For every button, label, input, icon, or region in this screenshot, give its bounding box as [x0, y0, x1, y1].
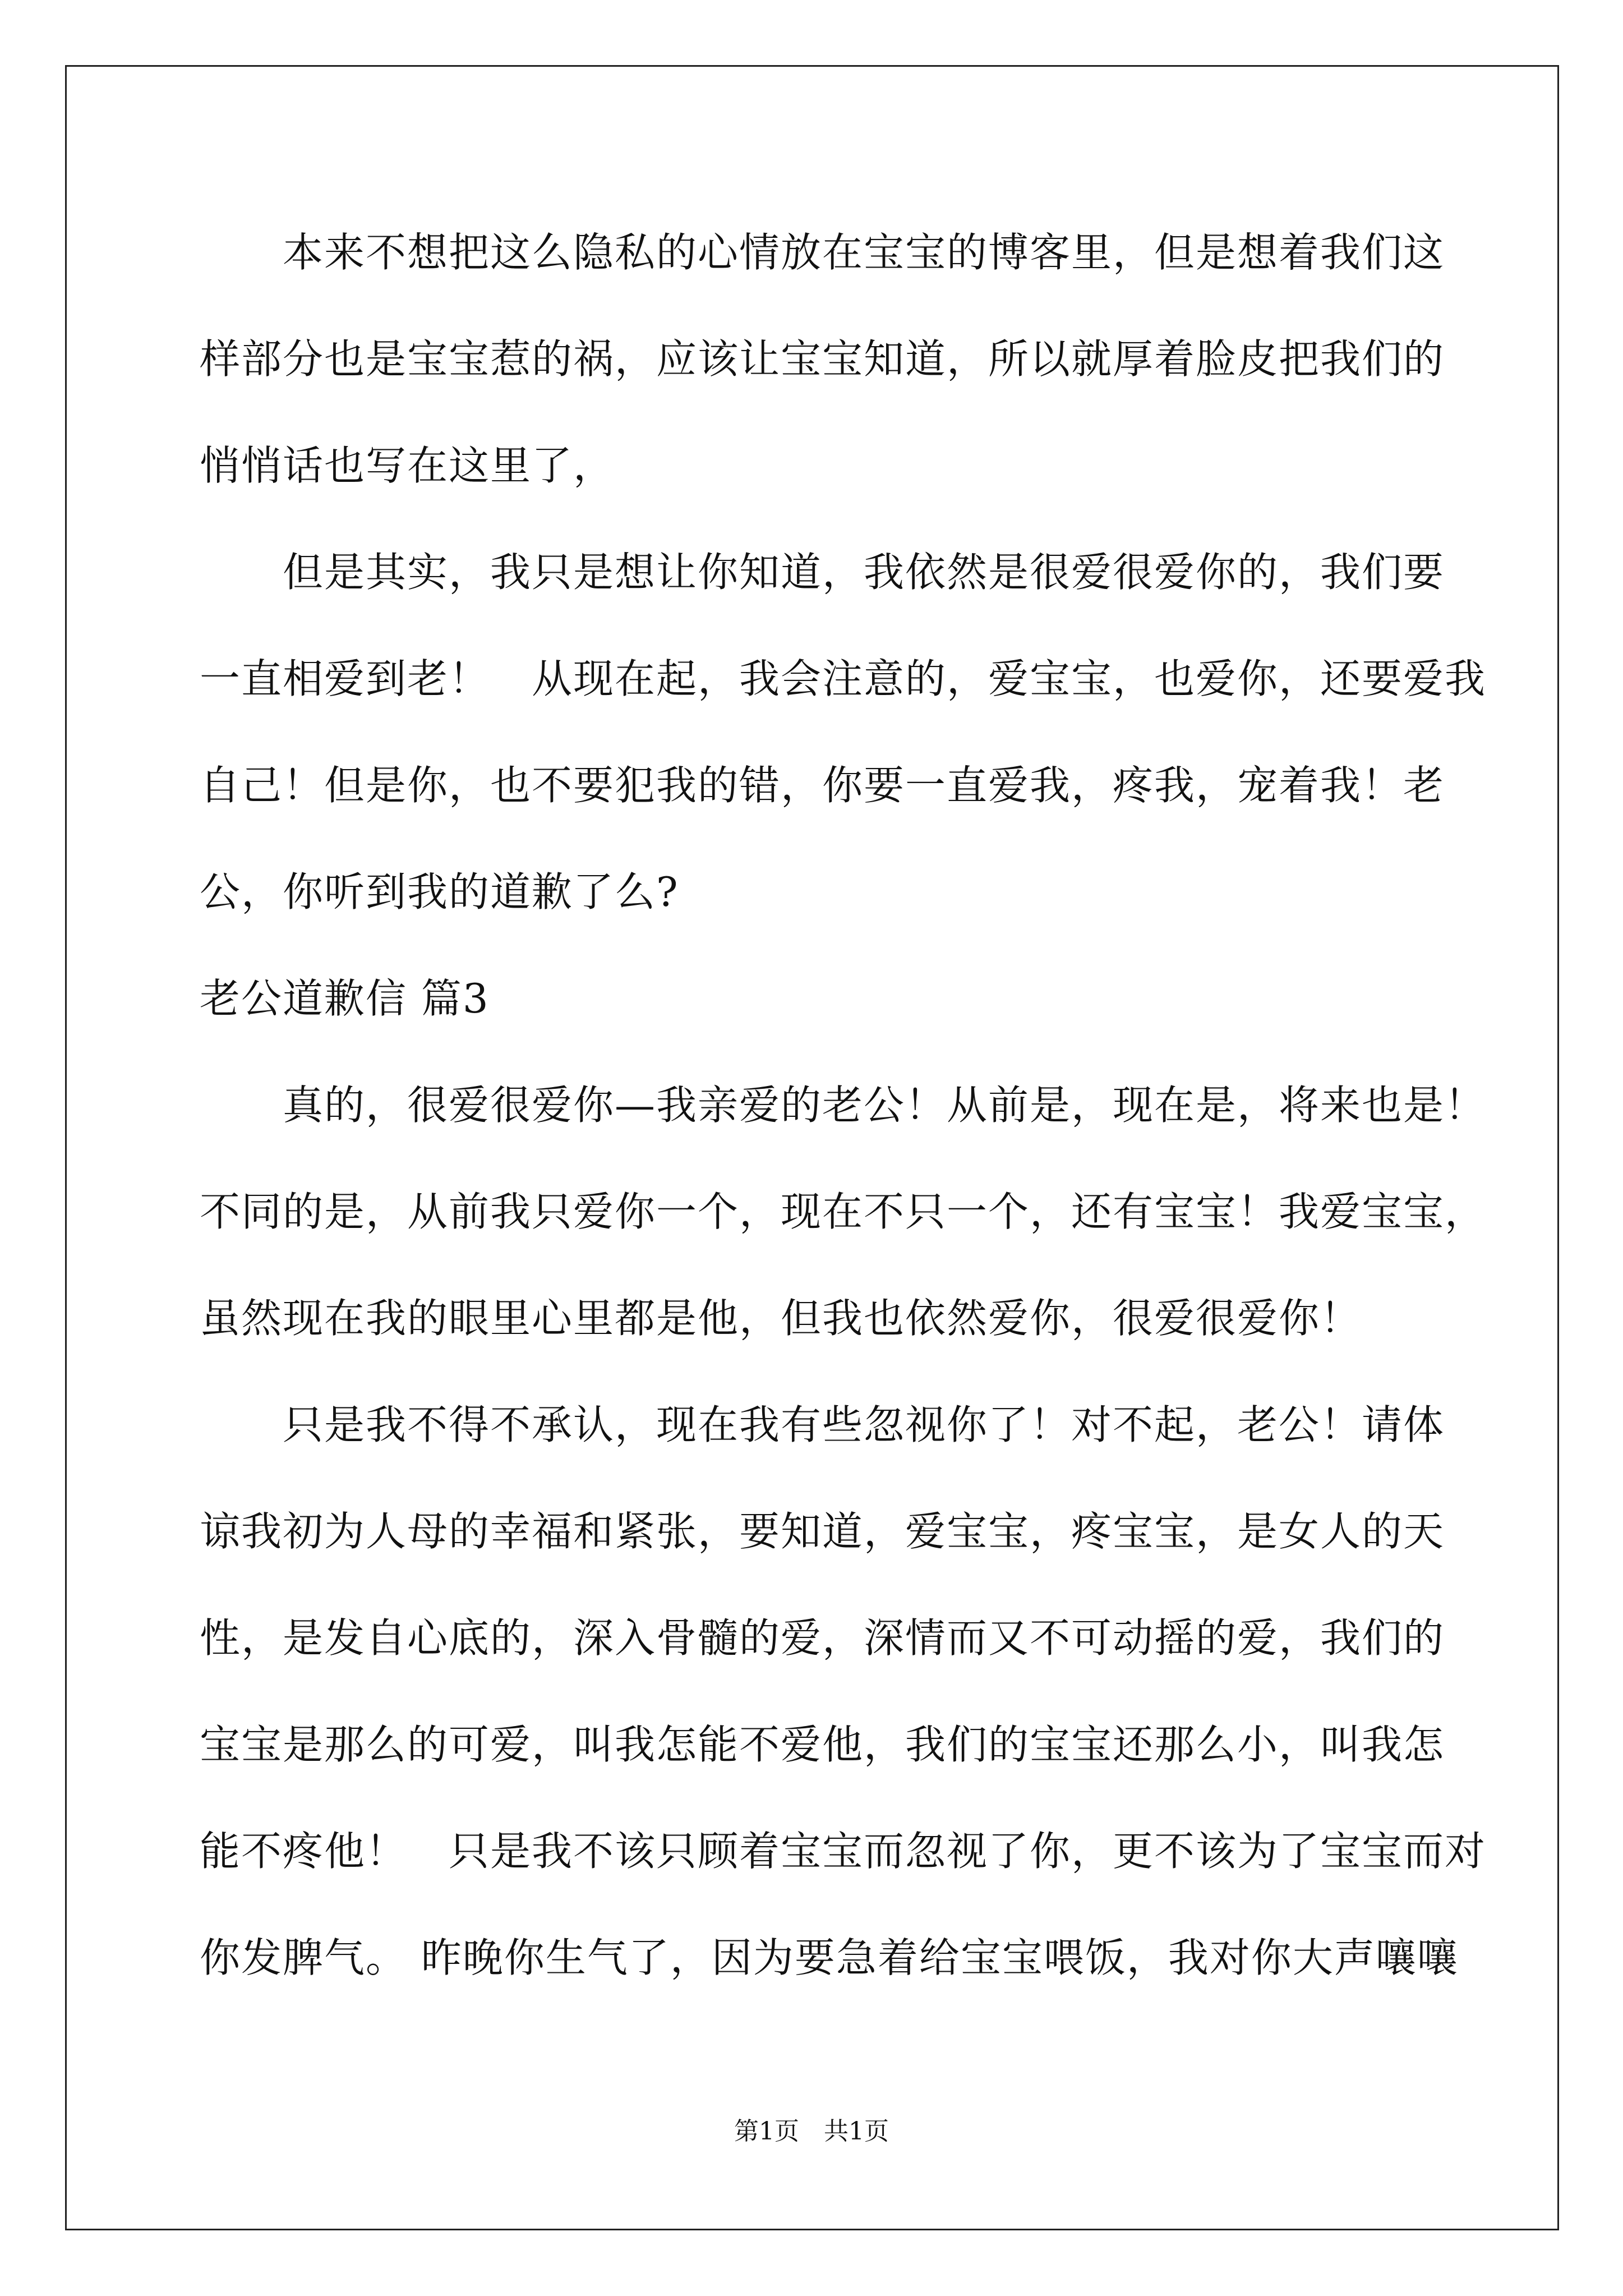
text-line: 宝宝是那么的可爱，叫我怎能不爱他，我们的宝宝还那么小，叫我怎 [200, 1721, 1445, 1768]
page-number-footer: 第1页 共1页 [734, 2117, 889, 2146]
text-line: 能不疼他！ 只是我不该只顾着宝宝而忽视了你，更不该为了宝宝而对 [200, 1828, 1487, 1875]
text-line: 虽然现在我的眼里心里都是他，但我也依然爱你，很爱很爱你！ [200, 1295, 1362, 1342]
section-heading: 老公道歉信 篇3 [200, 975, 490, 1022]
text-line: 但是其实，我只是想让你知道，我依然是很爱很爱你的，我们要 [200, 549, 1445, 596]
text-line: 不同的是，从前我只爱你一个，现在不只一个，还有宝宝！我爱宝宝， [200, 1188, 1487, 1235]
text-line: 自己！但是你，也不要犯我的错，你要一直爱我，疼我，宠着我！老 [200, 762, 1445, 809]
text-line: 你发脾气。 昨晚你生气了，因为要急着给宝宝喂饭，我对你大声嚷嚷 [200, 1934, 1459, 1981]
text-line: 公，你听到我的道歉了么? [200, 868, 679, 915]
text-line: 本来不想把这么隐私的心情放在宝宝的博客里，但是想着我们这 [200, 229, 1445, 276]
text-line: 样部分也是宝宝惹的祸，应该让宝宝知道，所以就厚着脸皮把我们的 [200, 335, 1445, 383]
text-line: 性，是发自心底的，深入骨髓的爱，深情而又不可动摇的爱，我们的 [200, 1614, 1445, 1662]
text-line: 只是我不得不承认，现在我有些忽视你了！对不起，老公！请体 [200, 1401, 1445, 1448]
text-line: 悄悄话也写在这里了， [200, 442, 615, 489]
text-line: 谅我初为人母的幸福和紧张，要知道，爱宝宝，疼宝宝，是女人的天 [200, 1508, 1445, 1555]
text-line: 真的，很爱很爱你—我亲爱的老公！从前是，现在是，将来也是！ [200, 1082, 1487, 1129]
text-line: 一直相爱到老！ 从现在起，我会注意的，爱宝宝，也爱你，还要爱我 [200, 655, 1487, 702]
